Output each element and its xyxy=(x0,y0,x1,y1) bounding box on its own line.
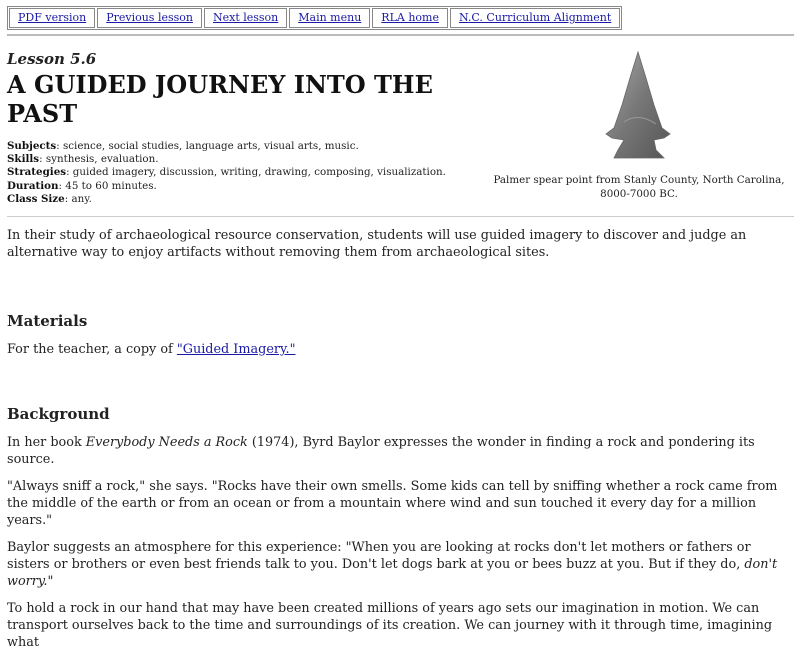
meta-value: : science, social studies, language arts, visual arts, music. xyxy=(56,140,359,152)
spear-point-figure xyxy=(484,50,794,201)
meta-label: Class Size xyxy=(7,192,65,205)
materials-heading: Materials xyxy=(7,312,88,331)
figure-caption: Palmer spear point from Stanly County, North Carolina, 8000-7000 BC. xyxy=(493,174,785,200)
lesson-header xyxy=(7,50,794,206)
nav-bar xyxy=(7,6,622,30)
nav-next-lesson[interactable]: Next lesson xyxy=(204,8,287,28)
background-paragraph: To hold a rock in our hand that may have been created millions of years ago sets our imagination in motion. We can transport ourselves back to the time and surroundings of its creation. We can journey with it through time, imagining what xyxy=(7,601,773,651)
text: " xyxy=(47,574,54,590)
meta-label: Duration xyxy=(7,179,59,192)
lesson-number: Lesson 5.6 xyxy=(7,50,97,68)
meta-value: : synthesis, evaluation. xyxy=(39,153,159,166)
meta-value: : any. xyxy=(64,192,92,205)
meta-label: Skills xyxy=(7,153,40,166)
materials-text: For the teacher, a copy of xyxy=(7,342,177,358)
meta-value: : guided imagery, discussion, writing, drawing, composing, visualization. xyxy=(66,166,446,179)
divider xyxy=(7,216,794,217)
nav-curriculum-alignment[interactable]: N.C. Curriculum Alignment xyxy=(450,8,620,28)
book-title: Everybody Needs a Rock xyxy=(85,435,248,451)
meta-label: Subjects xyxy=(7,140,57,152)
intro-paragraph: In their study of archaeological resource conservation, students will use guided imagery to discover and judge an alternative way to enjoy artifacts without removing them from archaeological sites. xyxy=(7,228,747,261)
materials-paragraph xyxy=(7,341,794,358)
meta-label: Strategies xyxy=(7,166,67,179)
meta-value: : 45 to 60 minutes. xyxy=(58,179,157,192)
emphasis: don't worry. xyxy=(7,557,778,590)
spear-point-image xyxy=(604,50,674,162)
background-paragraph xyxy=(7,434,794,468)
background-heading: Background xyxy=(7,405,110,424)
text: In her book xyxy=(7,435,86,451)
guided-imagery-link[interactable]: "Guided Imagery." xyxy=(176,342,296,358)
nav-previous-lesson[interactable]: Previous lesson xyxy=(97,8,202,28)
page-title: A GUIDED JOURNEY INTO THE PAST xyxy=(7,70,433,128)
lesson-meta xyxy=(7,140,477,206)
nav-pdf-version[interactable]: PDF version xyxy=(9,8,95,28)
lesson-info xyxy=(7,50,477,206)
background-paragraph: "Always sniff a rock," she says. "Rocks have their own smells. Some kids can tell by sniffing whether a rock came from the middle of the earth or from an ocean or from a mountain where wind and sun touched it every day for a million years." xyxy=(7,479,778,529)
text: (1974), Byrd Baylor expresses the wonder in finding a rock and pondering its source. xyxy=(7,435,755,468)
nav-rla-home[interactable]: RLA home xyxy=(372,8,448,28)
background-paragraph xyxy=(7,539,794,590)
text: Baylor suggests an atmosphere for this experience: "When you are looking at rocks don't let mothers or fathers or sisters or brothers or even best friends talk to you. Don't let dogs bark at you or bees buzz at you. But if they do, xyxy=(7,540,751,573)
nav-main-menu[interactable]: Main menu xyxy=(289,8,370,28)
divider xyxy=(7,34,794,36)
